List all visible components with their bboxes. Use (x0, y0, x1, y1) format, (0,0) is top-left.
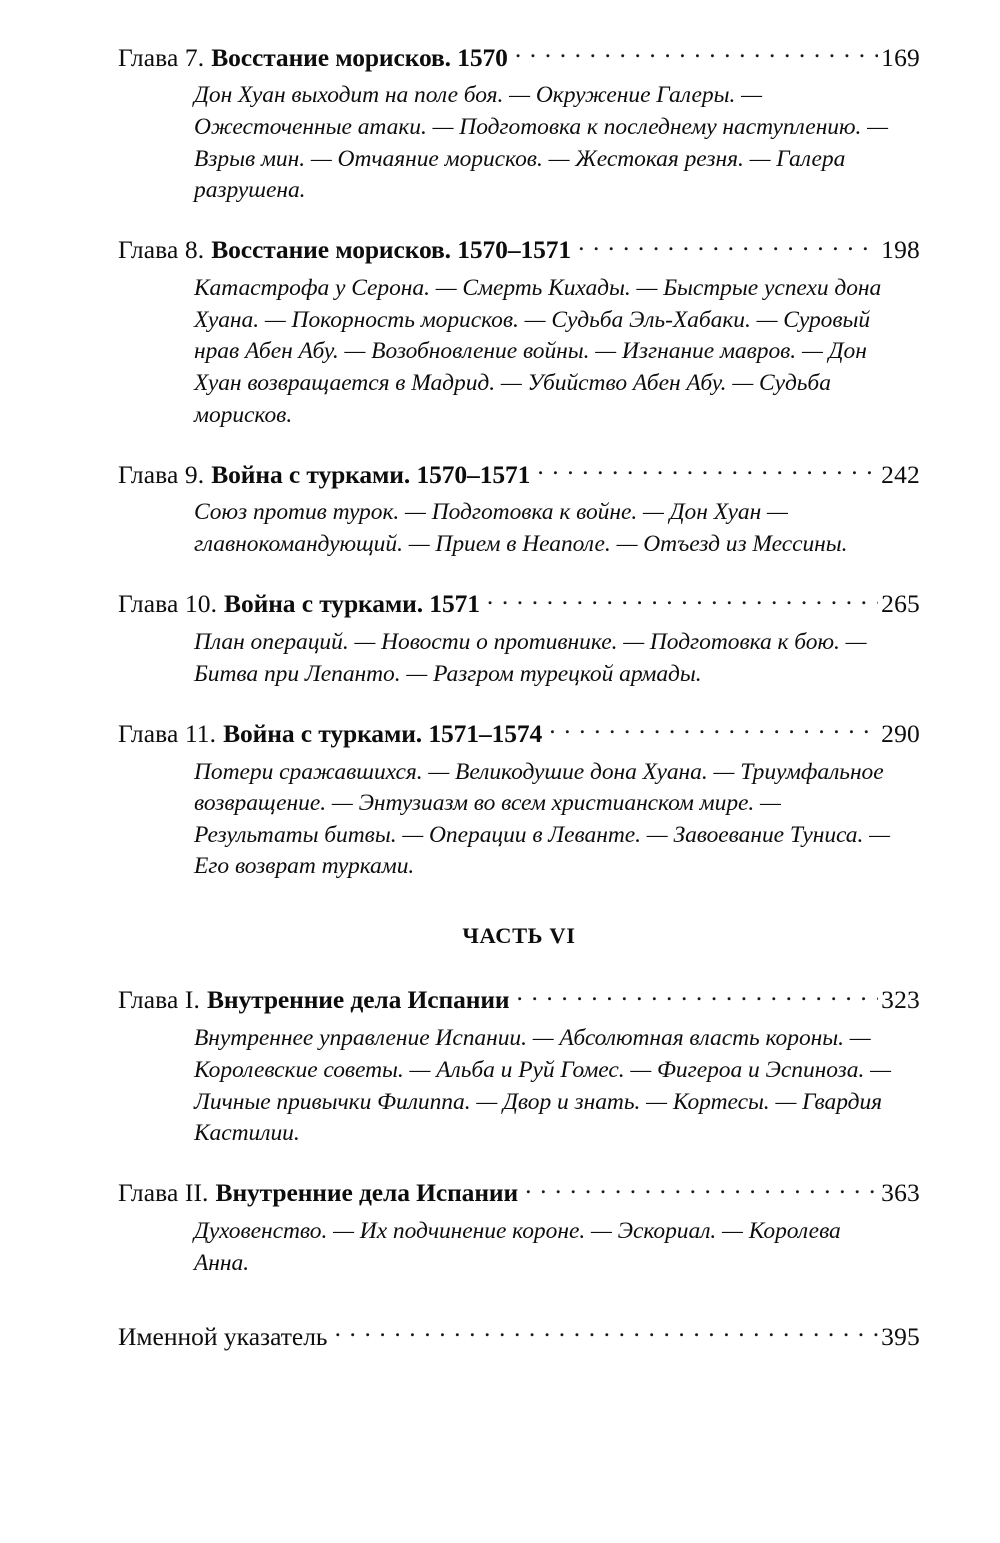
toc-entry-title-line[interactable] (118, 40, 920, 73)
dot-leader (537, 457, 878, 483)
toc-entry (118, 716, 920, 883)
chapter-title: Внутренние дела Испании (215, 1178, 519, 1208)
page-number: 242 (881, 459, 920, 489)
toc-entry-title-line[interactable] (118, 587, 920, 620)
chapter-label: Глава 7. (118, 42, 205, 72)
dot-leader (487, 587, 878, 613)
toc-entry (118, 983, 920, 1150)
chapter-title: Война с турками. 1570–1571 (211, 459, 531, 489)
toc-entry (118, 233, 920, 431)
toc-entry-title-line[interactable] (118, 983, 920, 1016)
toc-entry-title-line[interactable] (118, 716, 920, 749)
dot-leader (578, 233, 878, 259)
chapter-title: Восстание морисков. 1570–1571 (211, 235, 572, 265)
part-heading: ЧАСТЬ VI (462, 922, 576, 948)
dot-leader (515, 40, 878, 66)
chapter-title: Восстание морисков. 1570 (211, 42, 508, 72)
toc-entry-title-line[interactable] (118, 457, 920, 490)
chapter-title: Война с турками. 1571–1574 (223, 718, 543, 748)
index-entry[interactable] (118, 1319, 920, 1352)
page-number: 363 (881, 1178, 920, 1208)
toc-entry-title-line[interactable] (118, 1176, 920, 1209)
chapter-label: Глава II. (118, 1178, 209, 1208)
dot-leader (549, 716, 878, 742)
chapter-label: Глава 8. (118, 235, 205, 265)
chapter-label: Глава 9. (118, 459, 205, 489)
toc-entry (118, 1176, 920, 1280)
dot-leader (335, 1319, 879, 1345)
page-number: 198 (881, 235, 920, 265)
chapter-title: Война с турками. 1571 (224, 589, 480, 619)
chapter-label: Глава 11. (118, 718, 217, 748)
page-number: 323 (881, 985, 920, 1015)
table-of-contents-page (118, 40, 920, 1460)
page-number: 265 (881, 589, 920, 619)
page-number: 169 (881, 42, 920, 72)
dot-leader (517, 983, 879, 1009)
chapter-label: Глава I. (118, 985, 200, 1015)
chapter-description: Дон Хуан выходит на поле боя. — Окружение Галеры. — Ожесточенные атаки. — Подготовка к последнему наступлению. — Взрыв мин. — Отчаяние морисков. — Жестокая резня. — Галера разрушена. (194, 82, 889, 204)
chapter-title: Внутренние дела Испании (206, 985, 510, 1015)
toc-entry (118, 40, 920, 207)
chapter-description: Союз против турок. — Подготовка к войне. — Дон Хуан — главнокомандующий. — Прием в Неаполе. — Отъезд из Мессины. (194, 499, 848, 558)
chapter-description: Катастрофа у Серона. — Смерть Кихады. — Быстрые успехи дона Хуана. — Покорность морисков. — Судьба Эль-Хабаки. — Суровый нрав Абен Абу. — Возобновление войны. — Изгнание мавров. — Дон Хуан возвращается в Мадрид. — Убийство Абен Абу. — Судьба морисков. (194, 275, 882, 428)
toc-entry-title-line[interactable] (118, 233, 920, 266)
page-number: 395 (881, 1321, 920, 1351)
page-number: 290 (881, 718, 920, 748)
index-label: Именной указатель (118, 1321, 328, 1351)
toc-entry (118, 457, 920, 561)
chapter-label: Глава 10. (118, 589, 218, 619)
chapter-description: Духовенство. — Их подчинение короне. — Эскориал. — Королева Анна. (194, 1218, 841, 1276)
toc-entry (118, 587, 920, 691)
chapter-description: План операций. — Новости о противнике. — Подготовка к бою. — Битва при Лепанто. — Разгром турецкой армады. (194, 629, 867, 687)
dot-leader (525, 1176, 878, 1202)
chapter-description: Внутреннее управление Испании. — Абсолютная власть короны. — Королевские советы. — Альба и Руй Гомес. — Фигероа и Эспиноза. — Личные привычки Филиппа. — Двор и знать. — Кортесы. — Гвардия Кастилии. (194, 1025, 891, 1147)
chapter-description: Потери сражавшихся. — Великодушие дона Хуана. — Триумфальное возвращение. — Энтузиазм во всем христианском мире. — Результаты битвы. — Операции в Леванте. — Завоевание Туниса. — Его возврат турками. (194, 758, 891, 880)
